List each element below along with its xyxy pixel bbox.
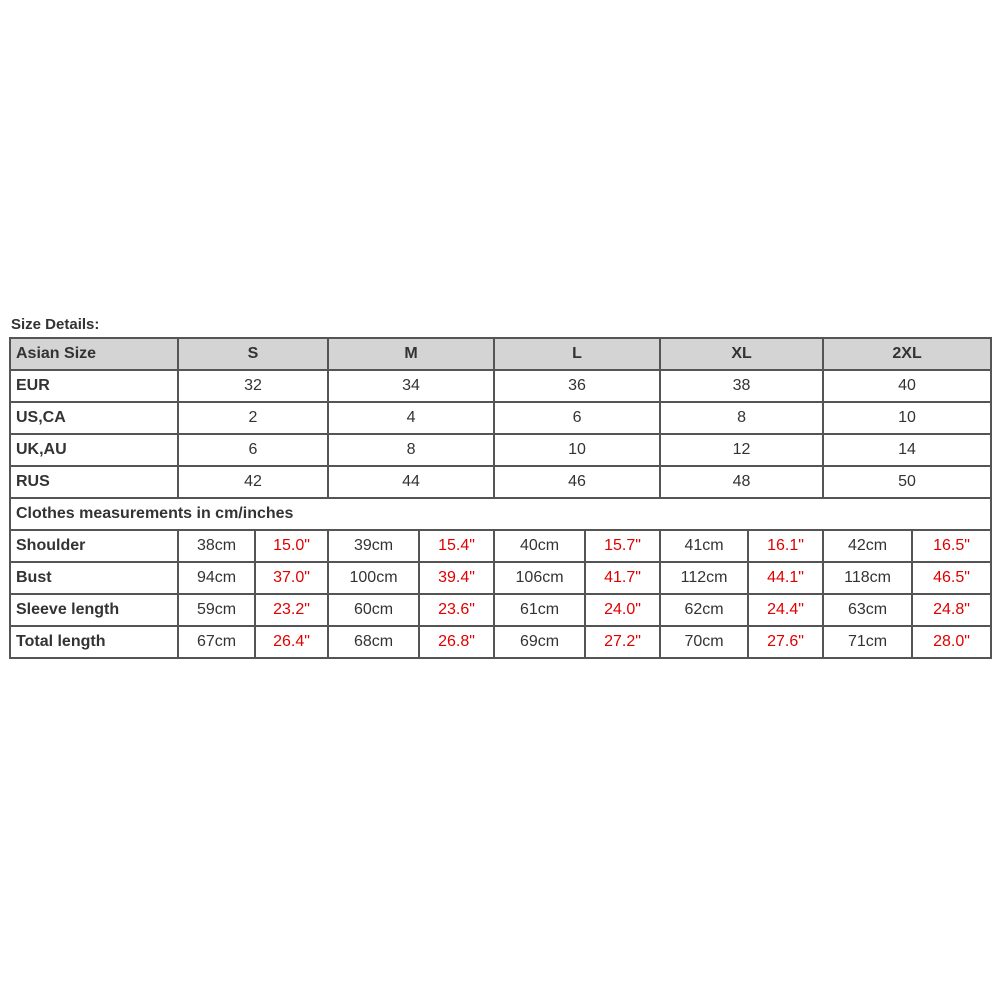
measurement-inch-s: 23.2" xyxy=(255,594,328,626)
measurement-inch-s: 37.0" xyxy=(255,562,328,594)
size-value-l: 36 xyxy=(494,370,660,402)
measurement-inch-xl: 24.4" xyxy=(748,594,823,626)
size-conversion-row xyxy=(10,370,991,402)
measurement-inch-xl: 27.6" xyxy=(748,626,823,658)
measurement-cm-2xl: 118cm xyxy=(823,562,912,594)
size-value-l: 6 xyxy=(494,402,660,434)
measurement-cm-m: 39cm xyxy=(328,530,419,562)
measurement-cm-l: 106cm xyxy=(494,562,585,594)
measurement-inch-l: 41.7" xyxy=(585,562,660,594)
measurement-inch-s: 15.0" xyxy=(255,530,328,562)
size-system-label: UK,AU xyxy=(10,434,178,466)
size-value-m: 8 xyxy=(328,434,494,466)
measurement-inch-s: 26.4" xyxy=(255,626,328,658)
measurement-cm-m: 68cm xyxy=(328,626,419,658)
measurement-cm-m: 60cm xyxy=(328,594,419,626)
size-value-s: 2 xyxy=(178,402,328,434)
size-header-row xyxy=(10,338,991,370)
size-value-2xl: 14 xyxy=(823,434,991,466)
measurement-cm-l: 40cm xyxy=(494,530,585,562)
measurement-cm-s: 38cm xyxy=(178,530,255,562)
measurement-inch-2xl: 16.5" xyxy=(912,530,991,562)
measurement-cm-s: 94cm xyxy=(178,562,255,594)
measurement-cm-2xl: 71cm xyxy=(823,626,912,658)
measurement-inch-m: 23.6" xyxy=(419,594,494,626)
measurement-cm-m: 100cm xyxy=(328,562,419,594)
size-system-label: EUR xyxy=(10,370,178,402)
size-value-l: 46 xyxy=(494,466,660,498)
measurement-cm-l: 61cm xyxy=(494,594,585,626)
size-header-2xl: 2XL xyxy=(823,338,991,370)
size-value-xl: 8 xyxy=(660,402,823,434)
size-header-l: L xyxy=(494,338,660,370)
measurement-label: Shoulder xyxy=(10,530,178,562)
size-value-s: 32 xyxy=(178,370,328,402)
size-header-xl: XL xyxy=(660,338,823,370)
measurement-row xyxy=(10,562,991,594)
measurements-section-label: Clothes measurements in cm/inches xyxy=(10,498,991,530)
asian-size-label: Asian Size xyxy=(10,338,178,370)
measurement-inch-l: 24.0" xyxy=(585,594,660,626)
measurement-row xyxy=(10,594,991,626)
measurement-inch-l: 27.2" xyxy=(585,626,660,658)
size-chart-table xyxy=(9,337,992,659)
size-value-2xl: 40 xyxy=(823,370,991,402)
size-value-m: 34 xyxy=(328,370,494,402)
measurement-cm-2xl: 42cm xyxy=(823,530,912,562)
measurement-label: Sleeve length xyxy=(10,594,178,626)
size-value-2xl: 50 xyxy=(823,466,991,498)
measurement-row xyxy=(10,626,991,658)
size-value-2xl: 10 xyxy=(823,402,991,434)
measurement-inch-xl: 16.1" xyxy=(748,530,823,562)
size-details-title: Size Details: xyxy=(11,316,100,333)
measurement-inch-m: 39.4" xyxy=(419,562,494,594)
measurement-label: Total length xyxy=(10,626,178,658)
size-value-s: 42 xyxy=(178,466,328,498)
size-conversion-body xyxy=(10,370,991,498)
measurement-cm-xl: 62cm xyxy=(660,594,748,626)
measurement-inch-2xl: 28.0" xyxy=(912,626,991,658)
measurement-inch-2xl: 46.5" xyxy=(912,562,991,594)
size-value-s: 6 xyxy=(178,434,328,466)
size-conversion-row xyxy=(10,466,991,498)
measurement-cm-xl: 112cm xyxy=(660,562,748,594)
size-system-label: RUS xyxy=(10,466,178,498)
size-value-l: 10 xyxy=(494,434,660,466)
measurements-body xyxy=(10,530,991,658)
size-header-s: S xyxy=(178,338,328,370)
size-conversion-row xyxy=(10,402,991,434)
measurement-inch-l: 15.7" xyxy=(585,530,660,562)
size-value-m: 4 xyxy=(328,402,494,434)
measurement-cm-xl: 41cm xyxy=(660,530,748,562)
measurement-cm-s: 67cm xyxy=(178,626,255,658)
size-value-xl: 48 xyxy=(660,466,823,498)
size-value-xl: 12 xyxy=(660,434,823,466)
size-system-label: US,CA xyxy=(10,402,178,434)
measurement-inch-m: 15.4" xyxy=(419,530,494,562)
measurement-inch-xl: 44.1" xyxy=(748,562,823,594)
measurement-cm-l: 69cm xyxy=(494,626,585,658)
measurements-section-row xyxy=(10,498,991,530)
size-value-xl: 38 xyxy=(660,370,823,402)
size-value-m: 44 xyxy=(328,466,494,498)
measurement-inch-m: 26.8" xyxy=(419,626,494,658)
measurement-cm-s: 59cm xyxy=(178,594,255,626)
size-header-m: M xyxy=(328,338,494,370)
measurement-label: Bust xyxy=(10,562,178,594)
size-conversion-row xyxy=(10,434,991,466)
measurements-section-body xyxy=(10,498,991,530)
measurement-inch-2xl: 24.8" xyxy=(912,594,991,626)
measurement-cm-xl: 70cm xyxy=(660,626,748,658)
measurement-cm-2xl: 63cm xyxy=(823,594,912,626)
measurement-row xyxy=(10,530,991,562)
